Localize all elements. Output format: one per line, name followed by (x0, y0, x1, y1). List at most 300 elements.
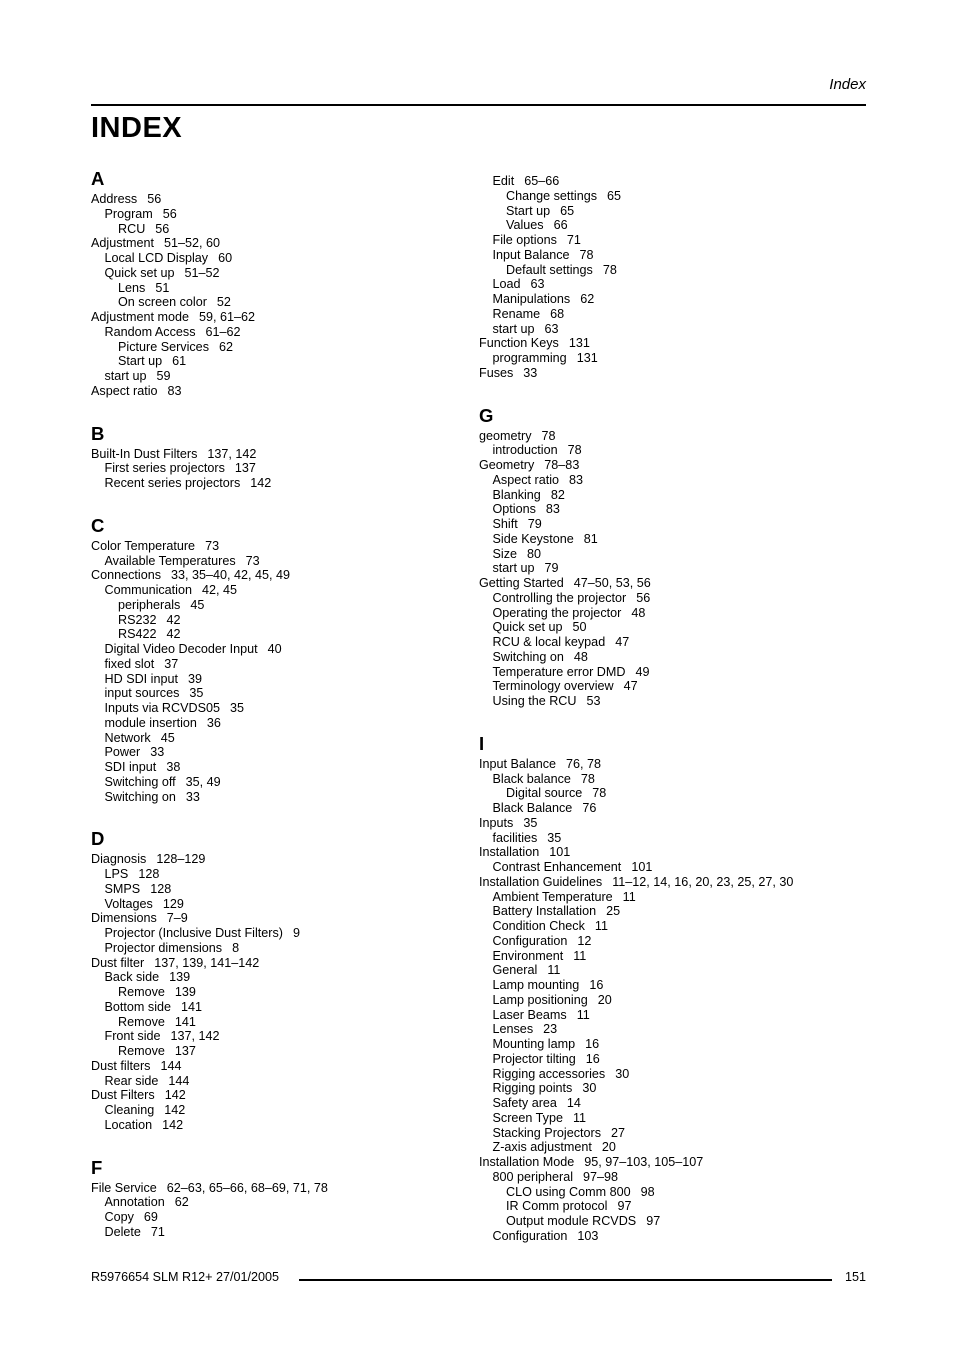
entry-term: Black Balance (492, 801, 573, 815)
footer-page-number: 151 (844, 1270, 866, 1284)
entry-pages: 101 (631, 860, 653, 874)
entry-pages: 16 (589, 978, 604, 992)
entry-pages: 25 (606, 904, 621, 919)
entry-pages: 11 (572, 1110, 587, 1125)
entry-pages: 7–9 (166, 911, 188, 926)
index-entry (91, 926, 471, 941)
index-entry (91, 970, 471, 985)
entry-term: Using the RCU (492, 694, 577, 708)
entry-term: Aspect ratio (91, 383, 158, 398)
entry-pages: 8 (232, 940, 240, 955)
entry-term: Random Access (104, 324, 196, 339)
index-entry (91, 310, 471, 325)
entry-term: File Service (91, 1180, 157, 1195)
index-entry (91, 461, 471, 476)
entry-pages: 48 (573, 649, 588, 664)
index-entry (479, 307, 859, 322)
section-letter: F (91, 1156, 103, 1178)
index-column-right (479, 166, 859, 1266)
entry-pages: 144 (168, 1073, 190, 1088)
entry-pages: 139 (169, 970, 191, 985)
index-entry (91, 251, 471, 266)
entry-pages: 51–52 (184, 265, 220, 280)
entry-term: Values (506, 218, 544, 233)
index-entry (91, 1181, 471, 1196)
index-entry (479, 620, 859, 635)
index-entry (91, 539, 471, 554)
entry-pages: 137 (174, 1044, 196, 1058)
entry-pages: 35 (189, 686, 204, 701)
entry-pages: 35, 49 (185, 774, 221, 789)
entry-pages: 137, 142 (170, 1029, 220, 1044)
index-entry (479, 1037, 859, 1052)
entry-pages: 78 (580, 771, 595, 786)
index-entry (479, 978, 859, 993)
entry-pages: 47–50, 53, 56 (573, 576, 651, 590)
index-entry (91, 1195, 471, 1210)
entry-term: Adjustment mode (91, 310, 190, 324)
entry-pages: 56 (636, 590, 651, 605)
entry-term: Rear side (104, 1073, 159, 1088)
entry-term: Cleaning (104, 1103, 155, 1117)
entry-term: Connections (91, 568, 162, 583)
entry-pages: 101 (549, 845, 571, 860)
entry-pages: 14 (566, 1096, 581, 1110)
entry-pages: 97–98 (583, 1169, 619, 1184)
entry-term: Rigging points (492, 1081, 573, 1096)
index-entry (479, 473, 859, 488)
entry-pages: 11 (576, 1007, 590, 1022)
index-entry (91, 627, 471, 642)
index-section (479, 731, 859, 1244)
entry-pages: 47 (623, 679, 638, 694)
entry-term: Shift (492, 517, 518, 531)
index-section (479, 166, 859, 381)
entry-term: Operating the projector (492, 605, 622, 620)
index-entry (479, 366, 859, 381)
entry-pages: 71 (150, 1224, 165, 1239)
entry-term: Switching off (104, 774, 176, 789)
entry-term: Location (104, 1117, 153, 1132)
index-entry (91, 384, 471, 399)
entry-term: Voltages (104, 896, 153, 911)
entry-term: Power (104, 745, 141, 760)
index-entry (479, 443, 859, 458)
entry-term: start up (492, 321, 535, 336)
index-entry (479, 845, 859, 860)
index-entry (479, 1096, 859, 1111)
entry-term: Output module RCVDS (506, 1214, 637, 1228)
entry-term: Picture Services (118, 339, 209, 354)
entry-term: start up (104, 369, 147, 383)
entry-term: On screen color (118, 295, 207, 310)
index-entry (479, 786, 859, 801)
header-rule (91, 104, 866, 106)
index-entry (91, 1029, 471, 1044)
entry-pages: 30 (582, 1081, 597, 1096)
entry-pages: 62–63, 65–66, 68–69, 71, 78 (166, 1180, 328, 1195)
entry-pages: 62 (580, 292, 595, 306)
entry-term: Lamp positioning (492, 992, 588, 1007)
index-section (91, 513, 471, 805)
index-entry (479, 351, 859, 366)
entry-term: IR Comm protocol (506, 1199, 608, 1214)
footer-rule (299, 1279, 832, 1281)
index-entry (479, 679, 859, 694)
index-section (91, 166, 471, 399)
entry-pages: 33 (185, 789, 200, 804)
entry-pages: 78 (592, 786, 607, 801)
entry-pages: 65 (607, 188, 622, 203)
index-entry (479, 502, 859, 517)
entry-pages: 61 (172, 354, 187, 369)
index-entry (479, 1008, 859, 1023)
entry-term: Dimensions (91, 911, 157, 926)
index-entry (479, 860, 859, 875)
index-entry (91, 985, 471, 1000)
index-entry (91, 716, 471, 731)
index-entry (479, 591, 859, 606)
index-entry (91, 1103, 471, 1118)
index-entry (91, 882, 471, 897)
page-footer (91, 1270, 866, 1286)
index-entry (479, 757, 859, 772)
entry-term: Contrast Enhancement (492, 860, 622, 874)
entry-term: RS422 (118, 627, 157, 642)
entry-term: Edit (492, 174, 515, 188)
index-entry (479, 919, 859, 934)
running-header: Index (829, 76, 866, 93)
index-entry (479, 606, 859, 621)
entry-term: RCU (118, 221, 146, 236)
entry-pages: 83 (545, 502, 560, 517)
entry-pages: 63 (544, 321, 559, 336)
index-entry (479, 248, 859, 263)
index-section (479, 403, 859, 709)
entry-pages: 11 (622, 889, 636, 904)
entry-term: SMPS (104, 881, 141, 896)
index-entry (479, 322, 859, 337)
entry-term: Size (492, 546, 517, 561)
entry-term: Available Temperatures (104, 553, 236, 568)
entry-term: RCU & local keypad (492, 635, 606, 649)
entry-term: Black balance (492, 771, 571, 786)
entry-term: Projector (Inclusive Dust Filters) (104, 926, 283, 940)
index-entry (479, 1052, 859, 1067)
index-entry (479, 1185, 859, 1200)
entry-pages: 128 (150, 881, 172, 896)
entry-term: Inputs via RCVDS05 (104, 701, 220, 715)
entry-term: Mounting lamp (492, 1037, 576, 1051)
entry-pages: 78 (602, 262, 617, 277)
entry-pages: 97 (617, 1199, 632, 1214)
entry-pages: 83 (569, 472, 584, 487)
entry-pages: 95, 97–103, 105–107 (584, 1155, 704, 1169)
entry-pages: 61–62 (205, 324, 241, 339)
index-entry (91, 731, 471, 746)
section-letter: B (91, 422, 105, 444)
index-entry (479, 1170, 859, 1185)
entry-pages: 51 (155, 280, 170, 295)
index-entry (479, 532, 859, 547)
index-entry (91, 867, 471, 882)
index-entry (479, 174, 859, 189)
entry-term: Dust filters (91, 1058, 151, 1073)
entry-term: LPS (104, 867, 129, 881)
entry-term: Getting Started (479, 576, 564, 590)
index-entry (479, 204, 859, 219)
entry-term: Front side (104, 1029, 161, 1044)
index-entry (479, 875, 859, 890)
entry-term: Safety area (492, 1096, 557, 1110)
entry-term: peripherals (118, 597, 181, 612)
entry-pages: 35 (547, 830, 562, 845)
index-entry (479, 1081, 859, 1096)
index-entry (479, 277, 859, 292)
entry-pages: 40 (267, 642, 282, 656)
entry-pages: 141 (174, 1014, 196, 1029)
entry-pages: 63 (530, 277, 545, 292)
entry-pages: 128 (138, 867, 160, 881)
entry-term: 800 peripheral (492, 1169, 574, 1184)
entry-pages: 68 (550, 306, 565, 321)
entry-term: CLO using Comm 800 (506, 1184, 631, 1199)
index-section (91, 826, 471, 1132)
entry-term: Inputs (479, 815, 514, 830)
entry-term: Address (91, 192, 138, 206)
entry-pages: 73 (245, 553, 260, 568)
entry-pages: 11 (573, 948, 587, 963)
entry-term: module insertion (104, 715, 197, 730)
footer-doc-ref: R5976654 SLM R12+ 27/01/2005 (91, 1270, 280, 1284)
entry-pages: 50 (572, 620, 587, 635)
index-entry (91, 790, 471, 805)
entry-pages: 82 (550, 487, 565, 502)
index-entry (91, 1225, 471, 1240)
entry-term: Start up (506, 203, 551, 218)
entry-pages: 16 (585, 1051, 600, 1066)
entry-pages: 11 (547, 963, 561, 978)
entry-pages: 80 (527, 546, 542, 561)
section-letter: A (91, 168, 105, 189)
entry-term: Installation Mode (479, 1155, 575, 1169)
entry-pages: 16 (585, 1037, 600, 1051)
entry-pages: 11 (594, 919, 608, 933)
entry-pages: 20 (597, 992, 612, 1007)
index-entry (479, 1199, 859, 1214)
index-entry (479, 517, 859, 532)
entry-term: Bottom side (104, 999, 171, 1014)
index-entry (91, 369, 471, 384)
index-entry (479, 1214, 859, 1229)
index-entry (479, 1067, 859, 1082)
entry-pages: 9 (292, 926, 300, 940)
entry-pages: 42 (166, 627, 181, 642)
index-entry (479, 816, 859, 831)
index-entry (91, 583, 471, 598)
index-entry (479, 890, 859, 905)
entry-term: Rename (492, 306, 541, 321)
entry-pages: 62 (174, 1195, 189, 1210)
entry-term: Remove (118, 1014, 165, 1029)
entry-pages: 129 (162, 896, 184, 911)
index-entry (91, 745, 471, 760)
entry-term: Stacking Projectors (492, 1125, 601, 1140)
entry-term: Side Keystone (492, 531, 574, 546)
entry-term: SDI input (104, 760, 157, 774)
entry-term: Laser Beams (492, 1007, 567, 1022)
index-entry (91, 775, 471, 790)
index-entry (91, 1000, 471, 1015)
entry-pages: 78 (567, 443, 582, 458)
entry-term: Dust Filters (91, 1088, 155, 1103)
entry-pages: 66 (553, 218, 568, 233)
entry-term: Environment (492, 948, 564, 963)
entry-term: fixed slot (104, 656, 155, 671)
entry-term: Projector dimensions (104, 940, 223, 955)
entry-pages: 128–129 (156, 852, 206, 867)
index-entry (91, 476, 471, 491)
entry-term: Start up (118, 354, 163, 369)
entry-pages: 35 (230, 701, 245, 715)
index-entry (91, 598, 471, 613)
entry-pages: 142 (164, 1088, 186, 1103)
index-entry (91, 222, 471, 237)
entry-pages: 33, 35–40, 42, 45, 49 (171, 568, 291, 583)
index-entry (91, 568, 471, 583)
entry-pages: 48 (631, 605, 646, 620)
entry-term: Remove (118, 1044, 165, 1058)
entry-pages: 33 (150, 745, 165, 760)
index-entry (479, 904, 859, 919)
index-entry (91, 325, 471, 340)
entry-pages: 142 (162, 1117, 184, 1132)
index-entry (479, 233, 859, 248)
index-entry (91, 192, 471, 207)
entry-pages: 37 (164, 656, 179, 671)
entry-pages: 79 (527, 517, 542, 531)
entry-pages: 97 (646, 1214, 661, 1228)
index-entry (91, 911, 471, 926)
entry-term: Built-In Dust Filters (91, 446, 198, 461)
entry-term: programming (492, 351, 567, 365)
entry-term: input sources (104, 686, 180, 701)
entry-pages: 137 (234, 461, 256, 476)
entry-term: Configuration (492, 1228, 568, 1243)
entry-term: Installation (479, 845, 540, 860)
entry-pages: 20 (601, 1140, 616, 1155)
entry-term: Lens (118, 280, 146, 295)
entry-pages: 78 (541, 428, 556, 443)
index-entry (479, 801, 859, 816)
entry-pages: 53 (586, 694, 601, 708)
entry-term: Projector tilting (492, 1051, 576, 1066)
entry-pages: 42 (166, 612, 181, 627)
entry-term: Ambient Temperature (492, 889, 613, 904)
index-entry (479, 1155, 859, 1170)
entry-term: Communication (104, 583, 192, 597)
entry-pages: 139 (174, 985, 196, 999)
entry-pages: 45 (160, 730, 175, 745)
entry-pages: 103 (577, 1228, 599, 1243)
entry-pages: 11–12, 14, 16, 20, 23, 25, 27, 30 (612, 874, 794, 889)
entry-pages: 27 (611, 1125, 626, 1140)
entry-pages: 141 (181, 999, 203, 1014)
index-entry (91, 672, 471, 687)
index-entry (479, 831, 859, 846)
entry-pages: 12 (577, 933, 592, 948)
index-section (91, 421, 471, 491)
index-entry (479, 561, 859, 576)
index-entry (479, 772, 859, 787)
index-entry (91, 897, 471, 912)
index-entry (479, 218, 859, 233)
entry-pages: 49 (635, 664, 650, 679)
index-entry (91, 281, 471, 296)
entry-term: Program (104, 206, 153, 221)
index-entry (91, 686, 471, 701)
index-entry (479, 1140, 859, 1155)
index-entry (91, 701, 471, 716)
index-entry (91, 1059, 471, 1074)
index-entry (91, 852, 471, 867)
entry-term: Load (492, 277, 521, 292)
index-entry (91, 1074, 471, 1089)
index-entry (479, 547, 859, 562)
entry-term: Fuses (479, 365, 514, 380)
entry-pages: 30 (615, 1066, 630, 1081)
entry-term: Network (104, 730, 151, 745)
index-entry (91, 1210, 471, 1225)
entry-term: Blanking (492, 487, 541, 502)
entry-pages: 56 (162, 206, 177, 221)
index-entry (91, 956, 471, 971)
index-entry (91, 657, 471, 672)
index-entry (479, 336, 859, 351)
index-entry (479, 458, 859, 473)
entry-term: Switching on (492, 649, 564, 664)
index-entry (479, 963, 859, 978)
entry-pages: 56 (147, 192, 162, 206)
index-entry (479, 949, 859, 964)
index-entry (479, 189, 859, 204)
entry-term: Options (492, 502, 536, 517)
entry-term: Battery Installation (492, 904, 597, 919)
entry-term: start up (492, 561, 535, 576)
entry-term: File options (492, 233, 557, 247)
index-entry (91, 266, 471, 281)
entry-term: General (492, 963, 538, 978)
section-letter: C (91, 514, 105, 536)
entry-term: First series projectors (104, 461, 225, 476)
entry-pages: 47 (615, 635, 630, 649)
entry-term: Terminology overview (492, 679, 614, 694)
index-entry (91, 760, 471, 775)
entry-pages: 76 (582, 801, 597, 815)
entry-pages: 52 (216, 295, 231, 310)
entry-term: Configuration (492, 933, 568, 948)
index-entry (479, 488, 859, 503)
entry-term: Z-axis adjustment (492, 1140, 592, 1155)
index-entry (479, 694, 859, 709)
entry-term: Lenses (492, 1022, 534, 1037)
entry-pages: 65 (560, 203, 575, 218)
index-entry (479, 650, 859, 665)
index-entry (479, 576, 859, 591)
entry-term: Annotation (104, 1195, 165, 1210)
entry-term: Aspect ratio (492, 472, 559, 487)
entry-term: Diagnosis (91, 852, 147, 867)
